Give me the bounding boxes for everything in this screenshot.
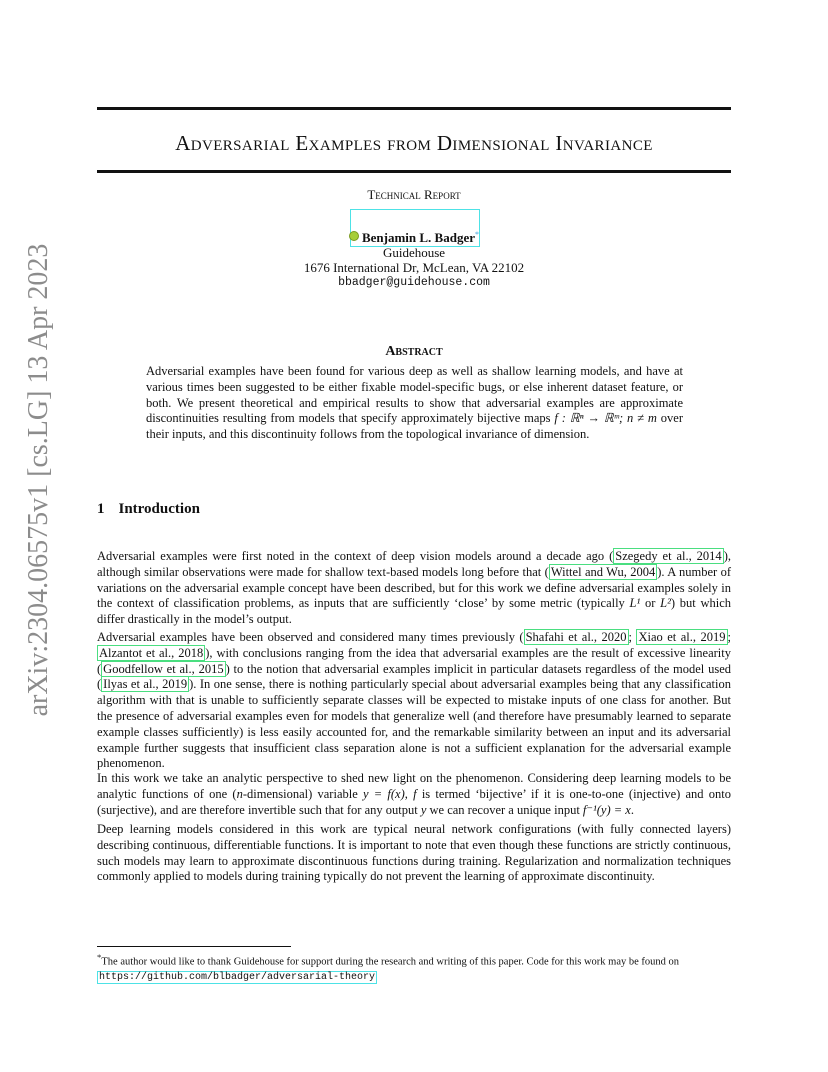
citation-szegedy[interactable]: Szegedy et al., 2014 xyxy=(615,549,722,563)
section-heading-introduction xyxy=(97,501,200,518)
footnote xyxy=(97,950,731,985)
math-inverse: f⁻¹(y) = x xyxy=(582,802,631,817)
author-address: 1676 International Dr, McLean, VA 22102 xyxy=(303,260,525,275)
text: ), with conclusions ranging from the idea that adversarial examples are the result of excessive linearity ( xyxy=(97,645,731,676)
math-f: f xyxy=(413,786,417,801)
orcid-icon[interactable] xyxy=(349,231,359,241)
author-footnote-mark[interactable]: * xyxy=(475,230,480,239)
text: ). A number of variations on the adversarial example concept have been described, but for this work we define adversarial examples solely in the context of classification problems, as inputs that are sufficiently ‘close’ by some metric (typically xyxy=(97,564,731,611)
text: ; xyxy=(727,630,731,644)
text: Adversarial examples have been observed and considered many times previously ( xyxy=(97,630,524,644)
arxiv-stamp-text: arXiv:2304.06575v1 [cs.LG] 13 Apr 2023 xyxy=(23,243,54,717)
citation-xiao[interactable]: Xiao et al., 2019 xyxy=(638,630,726,644)
author-name[interactable]: Benjamin L. Badger xyxy=(361,230,476,245)
text: ), although similar observations were made for shallow text-based models long before that ( xyxy=(97,549,731,579)
intro-paragraph-2 xyxy=(97,630,731,772)
footnote-mark: * xyxy=(97,952,102,962)
citation-alzantot[interactable]: Alzantot et al., 2018 xyxy=(99,645,204,660)
report-type: Technical Report xyxy=(367,187,461,202)
section-number: 1 xyxy=(97,501,105,517)
citation-ilyas[interactable]: Ilyas et al., 2019 xyxy=(103,677,188,692)
text: ) to the notion that adversarial examples implicit in particular datasets regardless of the model used ( xyxy=(97,661,731,692)
text: ; xyxy=(628,630,637,644)
footnote-text: The author would like to thank Guidehouse for support during the research and writing of this paper. Code for this work may be found on xyxy=(101,956,680,968)
citation-wittel[interactable]: Wittel and Wu, 2004 xyxy=(550,564,656,579)
text: ) but which differ drastically in the model’s output. xyxy=(97,596,731,627)
section-title: Introduction xyxy=(118,501,200,517)
math-n: n xyxy=(236,786,243,801)
title-top-rule xyxy=(97,107,731,110)
math-y: y xyxy=(420,802,427,817)
abstract-text-end: over their inputs, and this discontinuity follows from the topological invariance of dimension. xyxy=(146,411,683,442)
text: -dimensional) variable xyxy=(242,786,363,801)
footnote-rule xyxy=(97,946,291,947)
text: ). In one sense, there is nothing particularly special about adversarial examples being that any classification algorithm with that is unable to sufficiently separate classes will be expected to mistake inputs of one class for another. But the presence of adversarial examples even for models that generalize well (and therefore have presumably learned to separate example classes sufficiently) is less easily accounted for, and the remarkable similarity between an input and its adversarial example further suggests that insufficient class separation alone is not a sufficient explanation for the adversarial example phenomenon. xyxy=(97,677,731,771)
intro-paragraph-3 xyxy=(97,771,731,818)
abstract-heading: Abstract xyxy=(385,344,443,359)
citation-shafahi[interactable]: Shafahi et al., 2020 xyxy=(525,630,627,644)
abstract-text: Adversarial examples have been found for various deep as well as shallow learning models, and have at various times been suggested to be either fixable model-specific bugs, or else inherent dataset feature, or both. We present theoretical and empirical results to show that adversarial examples are approximate discontinuities resulting from models that specify approximately bijective maps xyxy=(146,364,683,426)
text: . xyxy=(630,802,634,817)
abstract-math: f : ℝⁿ → ℝᵐ; n ≠ m xyxy=(554,411,657,426)
text: In this work we take an analytic perspective to shed new light on the phenomenon. Considering deep learning models to be analytic functions of one ( xyxy=(97,771,731,801)
text: or xyxy=(640,596,661,611)
math-l1: L¹ xyxy=(629,596,641,611)
intro-paragraph-1 xyxy=(97,549,731,628)
text: Adversarial examples were first noted in the context of deep vision models around a decade ago ( xyxy=(97,549,614,563)
github-link[interactable]: https://github.com/blbadger/adversarial-theory xyxy=(99,971,376,983)
paper-title: Adversarial Examples from Dimensional Invariance xyxy=(175,131,653,155)
author-email: bbadger@guidehouse.com xyxy=(338,276,490,289)
intro-paragraph-4: Deep learning models considered in this work are typical neural network configurations (with fully connected layers) describing continuous, differentiable functions. It is important to note that even though these functions are strictly continuous, such models may learn to approximate discontinuous functions during training. Regularization and normalization techniques commonly applied to models during training typically do not prevent the learning of approximate discontinuity. xyxy=(97,822,731,884)
author-name-line xyxy=(97,230,731,246)
math-l2: L² xyxy=(660,596,671,611)
author-affiliation: Guidehouse xyxy=(382,245,446,260)
text: is termed ‘bijective’ if it is one-to-one (injective) and onto (surjective), and are therefore invertible such that for any output xyxy=(97,786,732,817)
title-bottom-rule xyxy=(97,170,731,173)
abstract-body xyxy=(146,364,683,443)
citation-goodfellow[interactable]: Goodfellow et al., 2015 xyxy=(103,661,224,676)
text: , xyxy=(404,786,414,801)
math-y-fx: y = f(x) xyxy=(362,786,405,801)
text: we can recover a unique input xyxy=(426,802,583,817)
